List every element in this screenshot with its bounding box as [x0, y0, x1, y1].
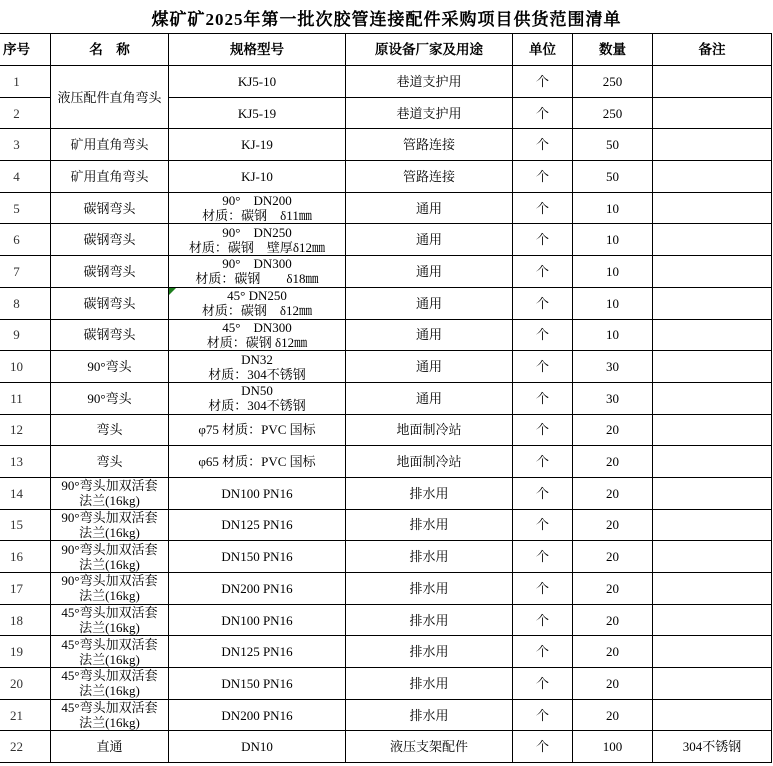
qty-cell: 10 — [573, 256, 653, 288]
table-row — [0, 161, 772, 193]
serial-cell: 8 — [0, 287, 51, 319]
spec-cell: DN50 材质：304不锈钢 — [169, 382, 346, 414]
name-cell: 弯头 — [51, 414, 169, 446]
use-cell: 管路连接 — [346, 161, 513, 193]
note-cell: 304不锈钢 — [653, 731, 772, 763]
spec-cell: DN200 PN16 — [169, 573, 346, 605]
spec-cell: 90° DN300 材质：碳钢 δ18㎜ — [169, 256, 346, 288]
use-cell: 地面制冷站 — [346, 414, 513, 446]
unit-cell: 个 — [513, 477, 573, 509]
use-cell: 通用 — [346, 382, 513, 414]
use-cell: 排水用 — [346, 604, 513, 636]
name-cell: 90°弯头加双活套 法兰(16kg) — [51, 541, 169, 573]
note-cell — [653, 699, 772, 731]
use-cell: 地面制冷站 — [346, 446, 513, 478]
table-row — [0, 382, 772, 414]
spec-cell: DN32 材质：304不锈钢 — [169, 351, 346, 383]
name-cell: 90°弯头加双活套 法兰(16kg) — [51, 573, 169, 605]
unit-cell: 个 — [513, 97, 573, 129]
col-header-unit: 单位 — [513, 34, 573, 66]
table-row — [0, 477, 772, 509]
serial-cell: 22 — [0, 731, 51, 763]
serial-cell: 10 — [0, 351, 51, 383]
spec-cell: DN150 PN16 — [169, 541, 346, 573]
col-header-note: 备注 — [653, 34, 772, 66]
serial-cell: 17 — [0, 573, 51, 605]
spec-cell: KJ-10 — [169, 161, 346, 193]
table-row — [0, 66, 772, 98]
qty-cell: 10 — [573, 192, 653, 224]
note-cell — [653, 256, 772, 288]
unit-cell: 个 — [513, 161, 573, 193]
qty-cell: 10 — [573, 287, 653, 319]
page-title: 煤矿矿2025年第一批次胶管连接配件采购项目供货范围清单 — [151, 10, 622, 29]
name-cell: 碳钢弯头 — [51, 192, 169, 224]
name-cell: 液压配件直角弯头 — [51, 66, 169, 129]
serial-cell: 2 — [0, 97, 51, 129]
name-cell: 矿用直角弯头 — [51, 129, 169, 161]
serial-cell: 20 — [0, 668, 51, 700]
unit-cell: 个 — [513, 636, 573, 668]
serial-cell: 11 — [0, 382, 51, 414]
spec-cell: DN200 PN16 — [169, 699, 346, 731]
qty-cell: 10 — [573, 319, 653, 351]
qty-cell: 50 — [573, 161, 653, 193]
name-cell: 碳钢弯头 — [51, 256, 169, 288]
name-cell: 碳钢弯头 — [51, 319, 169, 351]
use-cell: 排水用 — [346, 541, 513, 573]
note-cell — [653, 509, 772, 541]
serial-cell: 1 — [0, 66, 51, 98]
table-row — [0, 192, 772, 224]
unit-cell: 个 — [513, 66, 573, 98]
qty-cell: 20 — [573, 477, 653, 509]
note-cell — [653, 414, 772, 446]
note-cell — [653, 668, 772, 700]
serial-cell: 9 — [0, 319, 51, 351]
col-header-serial: 序号 — [0, 34, 51, 66]
name-cell: 弯头 — [51, 446, 169, 478]
table-row — [0, 668, 772, 700]
qty-cell: 250 — [573, 97, 653, 129]
name-cell: 90°弯头 — [51, 351, 169, 383]
unit-cell: 个 — [513, 604, 573, 636]
unit-cell: 个 — [513, 446, 573, 478]
spec-cell: KJ-19 — [169, 129, 346, 161]
serial-cell: 6 — [0, 224, 51, 256]
use-cell: 排水用 — [346, 699, 513, 731]
unit-cell: 个 — [513, 192, 573, 224]
note-cell — [653, 636, 772, 668]
unit-cell: 个 — [513, 129, 573, 161]
serial-cell: 12 — [0, 414, 51, 446]
unit-cell: 个 — [513, 382, 573, 414]
spec-cell: φ75 材质：PVC 国标 — [169, 414, 346, 446]
serial-cell: 7 — [0, 256, 51, 288]
note-cell — [653, 382, 772, 414]
spec-cell: DN100 PN16 — [169, 604, 346, 636]
serial-cell: 21 — [0, 699, 51, 731]
note-cell — [653, 319, 772, 351]
spec-cell: DN100 PN16 — [169, 477, 346, 509]
use-cell: 排水用 — [346, 636, 513, 668]
table-row — [0, 287, 772, 319]
serial-cell: 15 — [0, 509, 51, 541]
note-cell — [653, 541, 772, 573]
name-cell: 45°弯头加双活套 法兰(16kg) — [51, 699, 169, 731]
spec-cell: φ65 材质：PVC 国标 — [169, 446, 346, 478]
table-row — [0, 351, 772, 383]
supply-scope-table — [0, 33, 772, 763]
unit-cell: 个 — [513, 414, 573, 446]
name-cell: 90°弯头加双活套 法兰(16kg) — [51, 477, 169, 509]
note-cell — [653, 66, 772, 98]
qty-cell: 250 — [573, 66, 653, 98]
unit-cell: 个 — [513, 731, 573, 763]
table-row — [0, 573, 772, 605]
qty-cell: 10 — [573, 224, 653, 256]
table-row — [0, 604, 772, 636]
unit-cell: 个 — [513, 699, 573, 731]
note-cell — [653, 446, 772, 478]
note-cell — [653, 287, 772, 319]
note-cell — [653, 161, 772, 193]
name-cell: 90°弯头 — [51, 382, 169, 414]
table-row — [0, 636, 772, 668]
name-cell: 矿用直角弯头 — [51, 161, 169, 193]
use-cell: 通用 — [346, 256, 513, 288]
use-cell: 通用 — [346, 351, 513, 383]
serial-cell: 19 — [0, 636, 51, 668]
serial-cell: 4 — [0, 161, 51, 193]
note-cell — [653, 129, 772, 161]
spec-cell: 90° DN200 材质：碳钢 δ11㎜ — [169, 192, 346, 224]
note-cell — [653, 573, 772, 605]
use-cell: 通用 — [346, 192, 513, 224]
table-row — [0, 256, 772, 288]
use-cell: 管路连接 — [346, 129, 513, 161]
table-row — [0, 129, 772, 161]
unit-cell: 个 — [513, 256, 573, 288]
name-cell: 90°弯头加双活套 法兰(16kg) — [51, 509, 169, 541]
name-cell: 45°弯头加双活套 法兰(16kg) — [51, 668, 169, 700]
name-cell: 碳钢弯头 — [51, 224, 169, 256]
note-cell — [653, 604, 772, 636]
qty-cell: 20 — [573, 446, 653, 478]
spec-cell: DN125 PN16 — [169, 509, 346, 541]
unit-cell: 个 — [513, 668, 573, 700]
table-row — [0, 731, 772, 763]
note-cell — [653, 97, 772, 129]
name-cell: 45°弯头加双活套 法兰(16kg) — [51, 636, 169, 668]
table-row — [0, 541, 772, 573]
qty-cell: 50 — [573, 129, 653, 161]
unit-cell: 个 — [513, 509, 573, 541]
spec-cell: DN150 PN16 — [169, 668, 346, 700]
qty-cell: 20 — [573, 573, 653, 605]
serial-cell: 3 — [0, 129, 51, 161]
qty-cell: 20 — [573, 604, 653, 636]
name-cell: 碳钢弯头 — [51, 287, 169, 319]
unit-cell: 个 — [513, 541, 573, 573]
use-cell: 排水用 — [346, 668, 513, 700]
spec-cell: 90° DN250 材质：碳钢 壁厚δ12㎜ — [169, 224, 346, 256]
note-cell — [653, 224, 772, 256]
qty-cell: 100 — [573, 731, 653, 763]
qty-cell: 20 — [573, 509, 653, 541]
note-cell — [653, 351, 772, 383]
serial-cell: 14 — [0, 477, 51, 509]
serial-cell: 5 — [0, 192, 51, 224]
cell-error-indicator-icon — [169, 288, 176, 295]
name-cell: 45°弯头加双活套 法兰(16kg) — [51, 604, 169, 636]
col-header-name: 名 称 — [51, 34, 169, 66]
spec-cell: 45° DN300 材质：碳钢 δ12㎜ — [169, 319, 346, 351]
use-cell: 巷道支护用 — [346, 66, 513, 98]
qty-cell: 20 — [573, 414, 653, 446]
qty-cell: 20 — [573, 636, 653, 668]
use-cell: 排水用 — [346, 573, 513, 605]
serial-cell: 16 — [0, 541, 51, 573]
spec-cell: KJ5-19 — [169, 97, 346, 129]
use-cell: 通用 — [346, 319, 513, 351]
spec-cell: DN10 — [169, 731, 346, 763]
use-cell: 通用 — [346, 224, 513, 256]
unit-cell: 个 — [513, 351, 573, 383]
col-header-qty: 数量 — [573, 34, 653, 66]
unit-cell: 个 — [513, 573, 573, 605]
spec-cell: 45° DN250 材质：碳钢 δ12㎜ — [169, 287, 346, 319]
use-cell: 通用 — [346, 287, 513, 319]
qty-cell: 20 — [573, 699, 653, 731]
table-body — [0, 66, 772, 763]
col-header-spec: 规格型号 — [169, 34, 346, 66]
table-row — [0, 319, 772, 351]
table-row — [0, 509, 772, 541]
unit-cell: 个 — [513, 224, 573, 256]
col-header-use: 原设备厂家及用途 — [346, 34, 513, 66]
note-cell — [653, 477, 772, 509]
table-row — [0, 224, 772, 256]
serial-cell: 13 — [0, 446, 51, 478]
name-cell: 直通 — [51, 731, 169, 763]
table-row — [0, 699, 772, 731]
qty-cell: 30 — [573, 351, 653, 383]
spec-cell: DN125 PN16 — [169, 636, 346, 668]
qty-cell: 20 — [573, 668, 653, 700]
qty-cell: 30 — [573, 382, 653, 414]
spec-cell: KJ5-10 — [169, 66, 346, 98]
use-cell: 液压支架配件 — [346, 731, 513, 763]
table-row — [0, 446, 772, 478]
note-cell — [653, 192, 772, 224]
use-cell: 巷道支护用 — [346, 97, 513, 129]
qty-cell: 20 — [573, 541, 653, 573]
use-cell: 排水用 — [346, 477, 513, 509]
table-row — [0, 414, 772, 446]
use-cell: 排水用 — [346, 509, 513, 541]
serial-cell: 18 — [0, 604, 51, 636]
unit-cell: 个 — [513, 319, 573, 351]
unit-cell: 个 — [513, 287, 573, 319]
header-row — [0, 34, 772, 66]
